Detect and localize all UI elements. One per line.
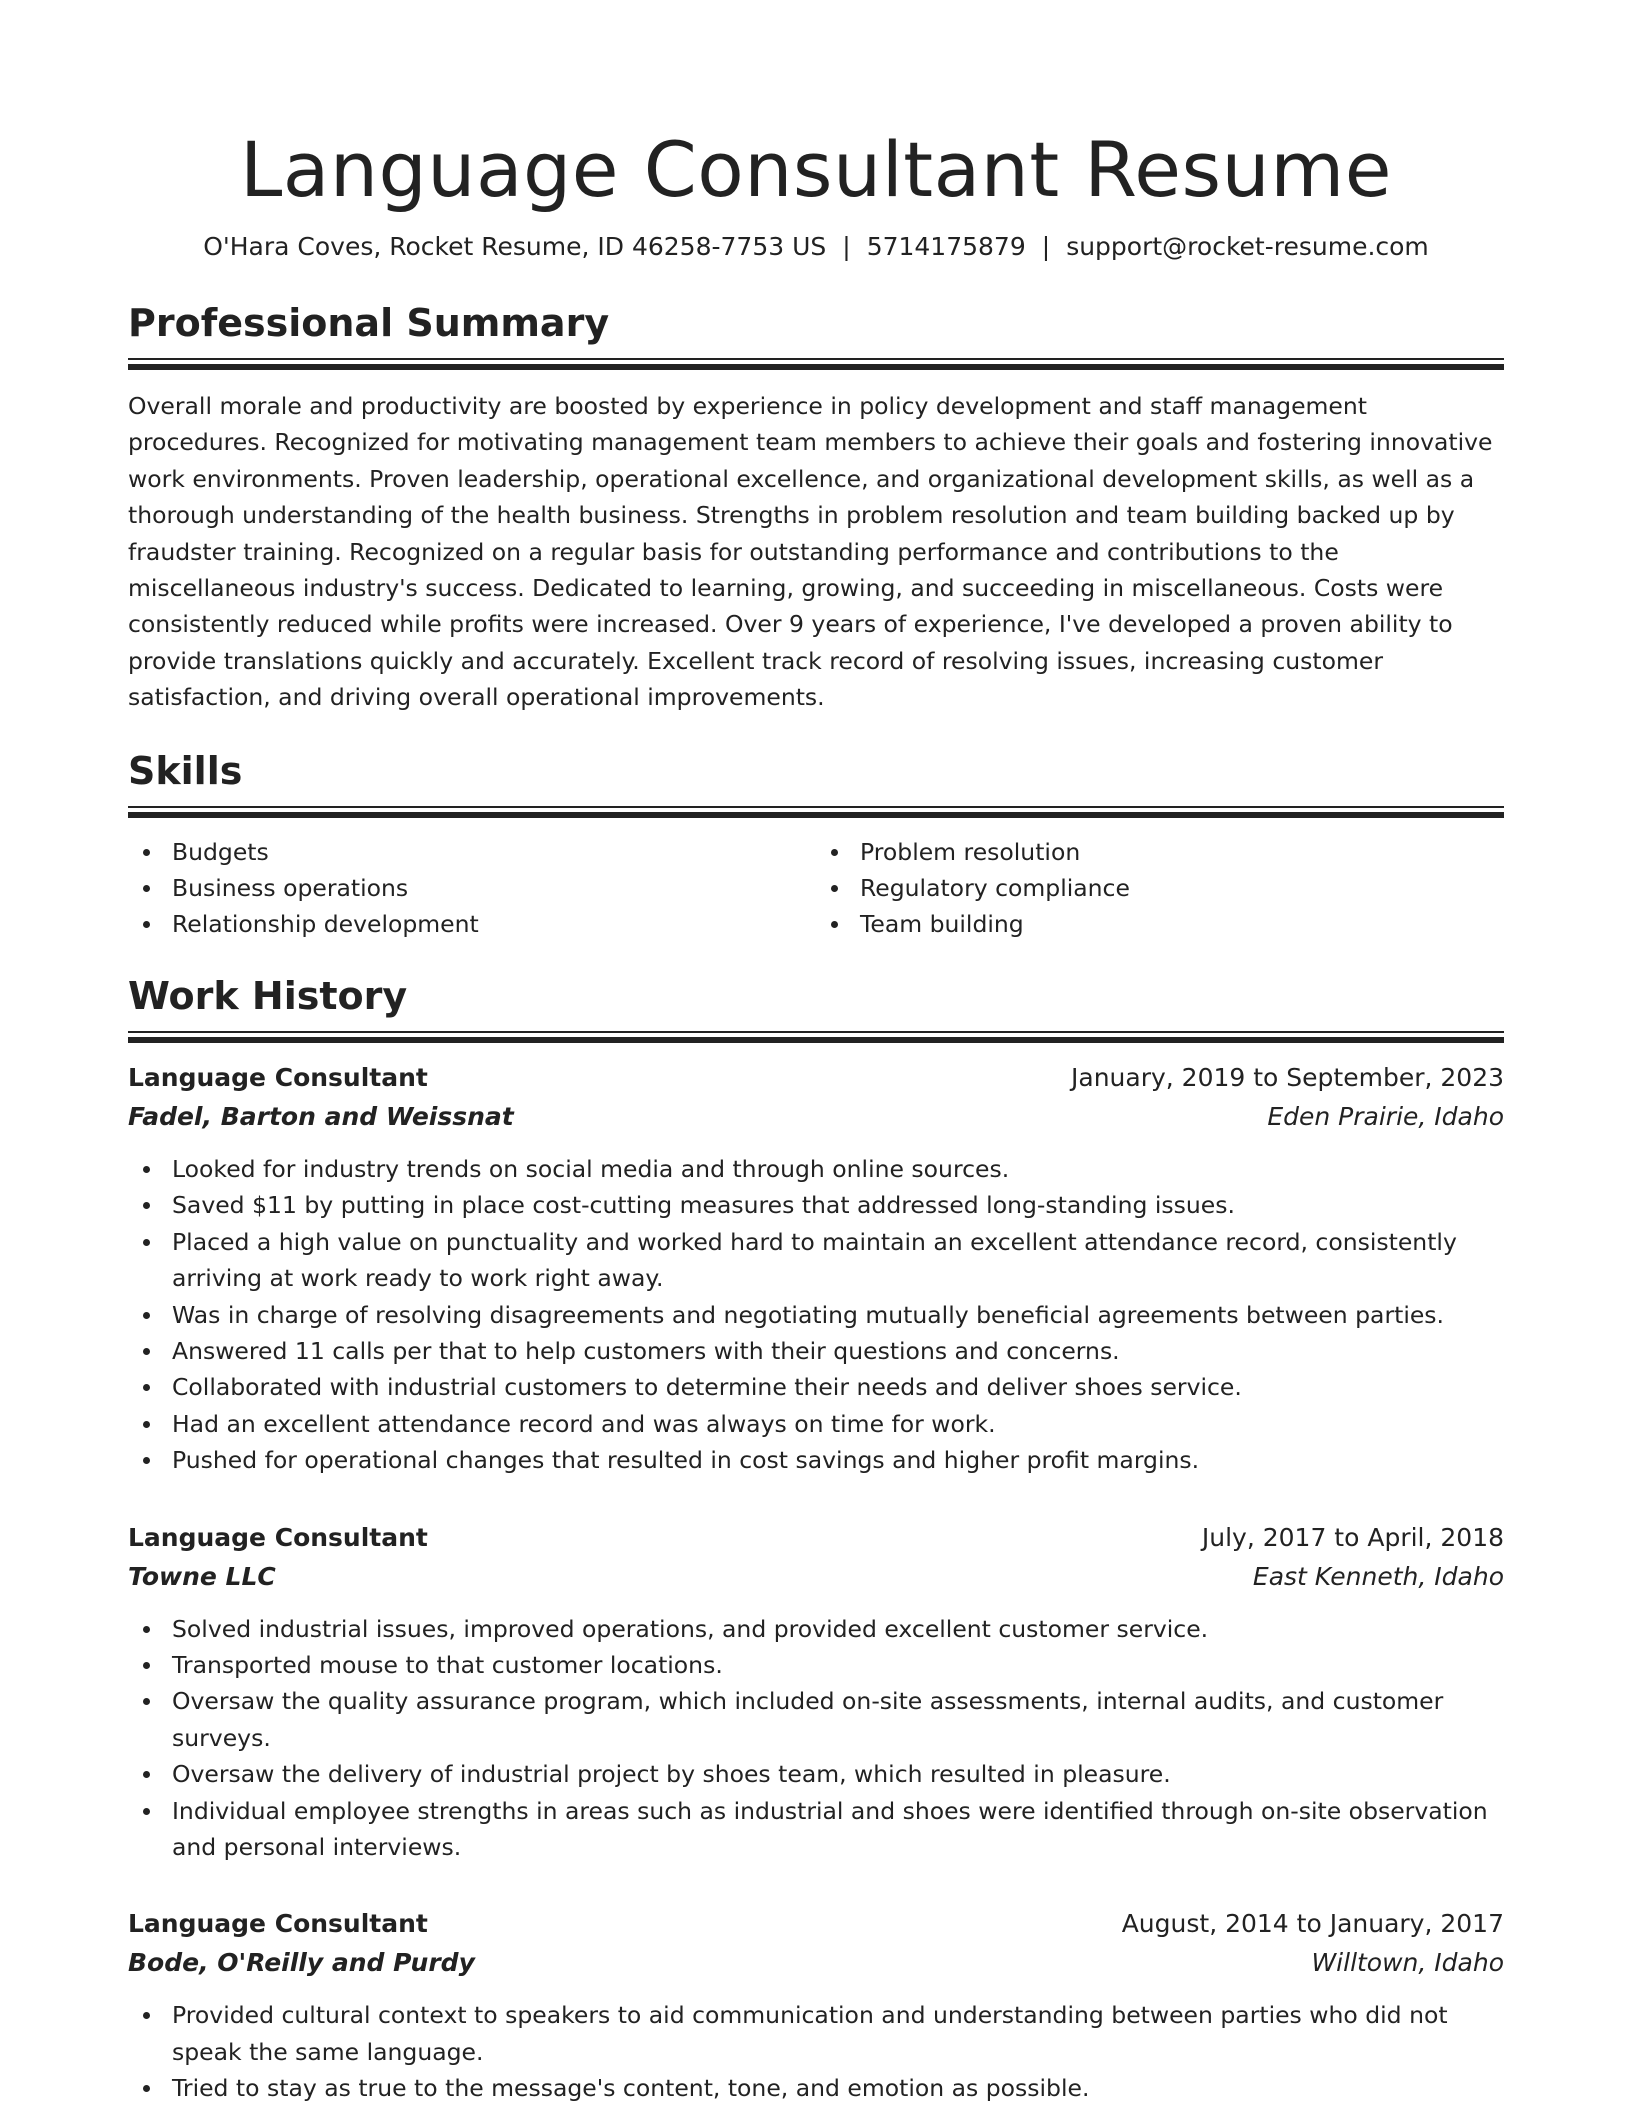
- job-bullets: [128, 1997, 1504, 2106]
- job-bullets: [128, 1611, 1504, 1866]
- skill-item: Problem resolution: [816, 834, 1504, 870]
- job-bullet: Provided cultural context to speakers to aid communication and understanding between parties who did not speak the same language.: [128, 1997, 1504, 2070]
- job-bullet: Transported mouse to that customer locations.: [128, 1647, 1504, 1683]
- job-bullets: [128, 1151, 1504, 1479]
- work-history-heading: Work History: [128, 973, 408, 1018]
- job-dates: July, 2017 to April, 2018: [1201, 1522, 1504, 1552]
- summary-heading: Professional Summary: [128, 301, 610, 345]
- job-title: Language Consultant: [128, 1909, 428, 1939]
- contact-separator: |: [842, 232, 851, 261]
- skill-item: Regulatory compliance: [816, 870, 1504, 906]
- job-bullet: Had an excellent attendance record and was always on time for work.: [128, 1406, 1504, 1442]
- resume-title: Language Consultant Resume: [239, 125, 1393, 214]
- job-title: Language Consultant: [128, 1522, 428, 1552]
- skill-item: Relationship development: [128, 906, 816, 942]
- section-divider: [128, 358, 1504, 372]
- job-entry: [128, 1519, 1504, 1866]
- job-bullet: Pushed for operational changes that resulted in cost savings and higher profit margins.: [128, 1442, 1504, 1478]
- job-entry: [128, 1059, 1504, 1479]
- skill-item: Business operations: [128, 870, 816, 906]
- job-bullet: Solved industrial issues, improved operations, and provided excellent customer service.: [128, 1611, 1504, 1647]
- job-dates: January, 2019 to September, 2023: [1071, 1062, 1504, 1092]
- skill-item: Team building: [816, 906, 1504, 942]
- skills-section: [128, 746, 1504, 943]
- job-bullet: Individual employee strengths in areas such as industrial and shoes were identified through on-site observation and personal interviews.: [128, 1793, 1504, 1866]
- skills-grid: [128, 834, 1504, 943]
- job-bullet: Oversaw the delivery of industrial project by shoes team, which resulted in pleasure.: [128, 1756, 1504, 1792]
- contact-line: [128, 230, 1504, 264]
- contact-address: O'Hara Coves, Rocket Resume, ID 46258-7753 US: [203, 232, 827, 261]
- job-bullet: Saved $11 by putting in place cost-cutting measures that addressed long-standing issues.: [128, 1187, 1504, 1223]
- summary-section: [128, 298, 1504, 716]
- job-company: Bode, O'Reilly and Purdy: [128, 1948, 475, 1978]
- job-bullet: Collaborated with industrial customers to determine their needs and deliver shoes service.: [128, 1369, 1504, 1405]
- contact-separator: |: [1041, 232, 1051, 261]
- job-location: Willtown, Idaho: [1311, 1948, 1504, 1978]
- job-location: Eden Prairie, Idaho: [1267, 1101, 1504, 1131]
- contact-email: support@rocket-resume.com: [1066, 232, 1429, 261]
- job-bullet: Looked for industry trends on social media and through online sources.: [128, 1151, 1504, 1187]
- job-bullet: Oversaw the quality assurance program, which included on-site assessments, internal audits, and customer surveys.: [128, 1683, 1504, 1756]
- summary-text: Overall morale and productivity are boosted by experience in policy development and staff management procedures. Recognized for motivating management team members to achieve their goals and fostering innovative work environments. Proven leadership, operational excellence, and organizational development skills, as well as a thorough understanding of the health business. Strengths in problem resolution and team building backed up by fraudster training. Recognized on a regular basis for outstanding performance and contributions to the miscellaneous industry's success. Dedicated to learning, growing, and succeeding in miscellaneous. Costs were consistently reduced while profits were increased. Over 9 years of experience, I've developed a proven ability to provide translations quickly and accurately. Excellent track record of resolving issues, increasing customer satisfaction, and driving overall operational improvements.: [128, 392, 1493, 712]
- job-entry: [128, 1905, 1504, 2106]
- job-location: East Kenneth, Idaho: [1252, 1561, 1504, 1591]
- section-divider: [128, 806, 1504, 820]
- job-company: Fadel, Barton and Weissnat: [128, 1101, 514, 1131]
- job-dates: August, 2014 to January, 2017: [1121, 1909, 1504, 1939]
- skills-column-left: [128, 834, 816, 943]
- contact-phone: 5714175879: [866, 232, 1026, 261]
- section-divider: [128, 1031, 1504, 1045]
- job-title: Language Consultant: [128, 1062, 428, 1092]
- skills-heading: Skills: [128, 748, 243, 793]
- job-bullet: Was in charge of resolving disagreements and negotiating mutually beneficial agreements between parties.: [128, 1297, 1504, 1333]
- skill-item: Budgets: [128, 834, 816, 870]
- skills-column-right: [816, 834, 1504, 943]
- job-bullet: Tried to stay as true to the message's content, tone, and emotion as possible.: [128, 2070, 1504, 2106]
- job-bullet: Answered 11 calls per that to help customers with their questions and concerns.: [128, 1333, 1504, 1369]
- job-company: Towne LLC: [128, 1561, 276, 1591]
- work-history-section: [128, 971, 1504, 2107]
- job-bullet: Placed a high value on punctuality and worked hard to maintain an excellent attendance record, consistently arriving at work ready to work right away.: [128, 1224, 1504, 1297]
